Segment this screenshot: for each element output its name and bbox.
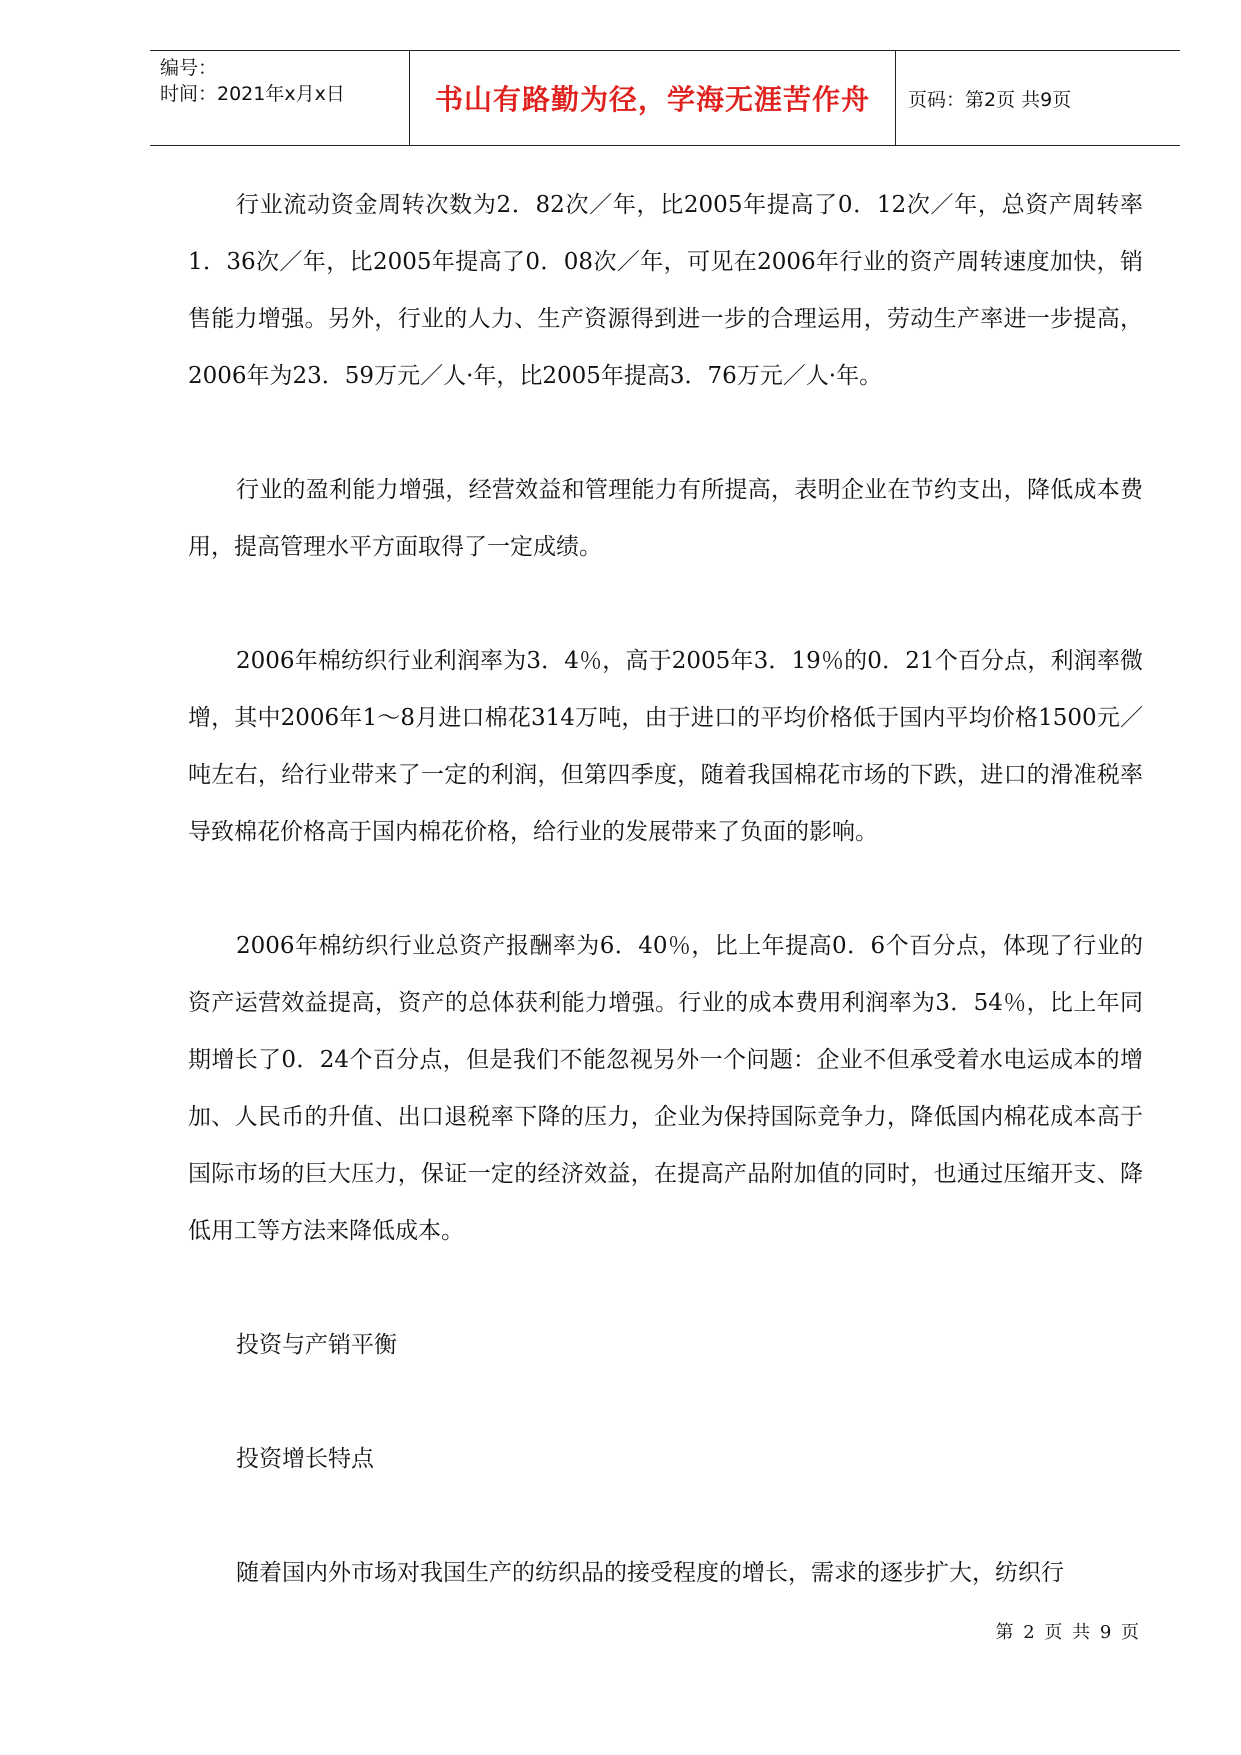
paragraph-market-demand: 随着国内外市场对我国生产的纺织品的接受程度的增长，需求的逐步扩大，纺织行 [236,1560,1064,1586]
page-header [150,50,1180,146]
serial-label: 编号： [160,57,218,79]
paragraph-turnover: 行业流动资金周转次数为2．82次／年，比2005年提高了0．12次／年，总资产周转率1．36次／年，比2005年提高了0．08次／年，可见在2006年行业的资产周转速度加快，销售能力增强。另外，行业的人力、生产资源得到进一步的合理运用，劳动生产率进一步提高，2006年为23．59万元／人·年，比2005年提高3．76万元／人·年。 [188,192,1143,389]
page-footer: 第 2 页 共 9 页 [995,1622,1141,1643]
paragraph-asset-return: 2006年棉纺织行业总资产报酬率为6．40％，比上年提高0．6个百分点，体现了行业的资产运营效益提高，资产的总体获利能力增强。行业的成本费用利润率为3．54％，比上年同期增长了0．24个百分点，但是我们不能忽视另外一个问题：企业不但承受着水电运成本的增加、人民币的升值、出口退税率下降的压力，企业为保持国际竞争力，降低国内棉花成本高于国际市场的巨大压力，保证一定的经济效益，在提高产品附加值的同时，也通过压缩开支、降低用工等方法来降低成本。 [188,933,1143,1244]
header-page-label: 页码：第2页 共9页 [908,88,1072,111]
header-motto: 书山有路勤为径，学海无涯苦作舟 [410,51,896,145]
document-body [188,177,1143,1602]
paragraph-profit-rate: 2006年棉纺织行业利润率为3．4％，高于2005年3．19％的0．21个百分点，利润率微增，其中2006年1～8月进口棉花314万吨，由于进口的平均价格低于国内平均价格1500元／吨左右，给行业带来了一定的利润，但第四季度，随着我国棉花市场的下跌，进口的滑准税率导致棉花价格高于国内棉花价格，给行业的发展带来了负面的影响。 [188,648,1143,845]
time-label: 时间：2021年x月x日 [160,83,345,105]
paragraph-profitability: 行业的盈利能力增强，经营效益和管理能力有所提高，表明企业在节约支出，降低成本费用，提高管理水平方面取得了一定成绩。 [188,477,1143,560]
section-heading-investment-growth: 投资增长特点 [236,1446,374,1472]
header-meta [150,51,410,145]
section-heading-investment: 投资与产销平衡 [236,1332,397,1358]
